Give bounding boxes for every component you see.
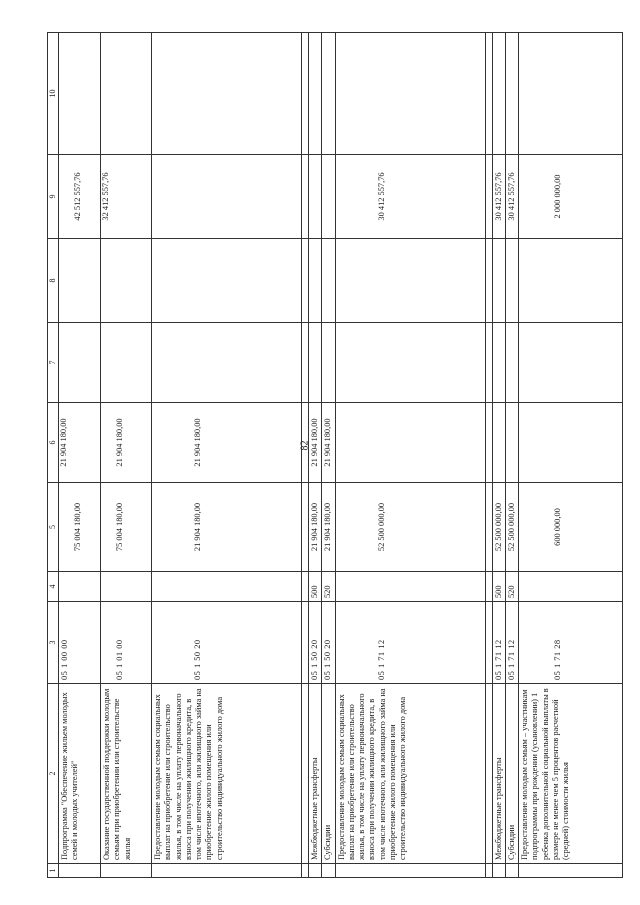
column-header: 8 bbox=[48, 239, 59, 323]
cell-amount bbox=[335, 239, 485, 323]
spacer-row bbox=[485, 33, 492, 878]
budget-table-rotated bbox=[47, 33, 605, 878]
column-header: 4 bbox=[48, 572, 59, 602]
cell-name: Субсидии bbox=[505, 684, 518, 864]
cell-amount bbox=[505, 403, 518, 483]
cell-amount bbox=[309, 33, 322, 155]
cell-amount bbox=[505, 239, 518, 323]
cell-amount bbox=[59, 33, 101, 155]
column-header: 7 bbox=[48, 323, 59, 403]
cell-amount: 52 500 000,00 bbox=[335, 483, 485, 572]
cell-code: 05 1 71 12 bbox=[335, 602, 485, 684]
column-header: 10 bbox=[48, 33, 59, 155]
cell-amount bbox=[492, 33, 505, 155]
table-row bbox=[152, 33, 302, 878]
table-row bbox=[309, 33, 322, 878]
cell-amount: 21 904 180,00 bbox=[322, 483, 335, 572]
cell-amount bbox=[101, 323, 152, 403]
cell-amount bbox=[101, 33, 152, 155]
table-row bbox=[492, 33, 505, 878]
cell-amount bbox=[335, 33, 485, 155]
cell-type: 520 bbox=[322, 572, 335, 602]
cell-num bbox=[519, 864, 623, 878]
cell-amount bbox=[492, 403, 505, 483]
cell-type: 500 bbox=[492, 572, 505, 602]
cell-amount bbox=[322, 155, 335, 239]
cell-amount bbox=[519, 239, 623, 323]
column-header: 2 bbox=[48, 684, 59, 864]
cell-code: 05 1 01 00 bbox=[101, 602, 152, 684]
cell-amount: 52 500 000,00 bbox=[505, 483, 518, 572]
cell-type bbox=[335, 572, 485, 602]
cell-amount bbox=[492, 323, 505, 403]
cell-name: Предоставление молодым семьям социальных выплат на приобретение или строительство жилья, в том числе на уплату первоначального взноса при получении жилищного кредита, в том числе ипотечного, или жилищного займа на приобретение жилого помещения или строительство индивидуального жилого дома bbox=[152, 684, 302, 864]
table-row bbox=[322, 33, 335, 878]
cell-name: Межбюджетные трансферты bbox=[492, 684, 505, 864]
column-header: 9 bbox=[48, 155, 59, 239]
cell-code: 05 1 00 00 bbox=[59, 602, 101, 684]
column-header: 1 bbox=[48, 864, 59, 878]
cell-num bbox=[152, 864, 302, 878]
cell-num bbox=[492, 864, 505, 878]
page-number: 82 bbox=[299, 440, 311, 451]
cell-amount bbox=[322, 239, 335, 323]
cell-amount: 21 904 180,00 bbox=[309, 403, 322, 483]
column-header: 5 bbox=[48, 483, 59, 572]
cell-amount: 75 004 180,00 bbox=[59, 483, 101, 572]
cell-amount bbox=[152, 33, 302, 155]
cell-code: 05 1 50 20 bbox=[309, 602, 322, 684]
cell-amount: 21 904 180,00 bbox=[322, 403, 335, 483]
cell-amount bbox=[505, 323, 518, 403]
cell-amount bbox=[322, 33, 335, 155]
cell-name: Предоставление молодым семьям – участникам подпрограммы при рождении (усыновлении) 1 ребенка дополнительной социальной выплаты в размере не менее чем 5 процентов расчетной (средней) стоимости жилья bbox=[519, 684, 623, 864]
cell-amount: 30 412 557,76 bbox=[335, 155, 485, 239]
cell-type bbox=[101, 572, 152, 602]
cell-amount: 42 512 557,76 bbox=[59, 155, 101, 239]
cell-num bbox=[309, 864, 322, 878]
cell-amount: 75 004 180,00 bbox=[101, 483, 152, 572]
cell-amount bbox=[322, 323, 335, 403]
cell-type: 500 bbox=[309, 572, 322, 602]
table-row bbox=[519, 33, 623, 878]
cell-amount bbox=[309, 155, 322, 239]
cell-name: Подпрограмма "Обеспечение жильем молодых семей и молодых учителей" bbox=[59, 684, 101, 864]
cell-amount bbox=[152, 323, 302, 403]
cell-amount: 30 412 557,76 bbox=[492, 155, 505, 239]
cell-amount: 21 904 180,00 bbox=[59, 403, 101, 483]
cell-amount: 2 000 000,00 bbox=[519, 155, 623, 239]
cell-amount: 32 412 557,76 bbox=[101, 155, 152, 239]
cell-amount bbox=[59, 323, 101, 403]
cell-amount bbox=[309, 239, 322, 323]
cell-type bbox=[152, 572, 302, 602]
cell-num bbox=[322, 864, 335, 878]
cell-amount bbox=[335, 323, 485, 403]
cell-amount bbox=[519, 403, 623, 483]
cell-num bbox=[59, 864, 101, 878]
cell-amount bbox=[335, 403, 485, 483]
cell-amount bbox=[519, 323, 623, 403]
cell-name: Межбюджетные трансферты bbox=[309, 684, 322, 864]
cell-amount bbox=[152, 155, 302, 239]
table-row bbox=[505, 33, 518, 878]
cell-num bbox=[505, 864, 518, 878]
budget-table bbox=[47, 32, 623, 878]
header-row bbox=[48, 33, 59, 878]
cell-amount: 600 000,00 bbox=[519, 483, 623, 572]
cell-amount: 21 904 180,00 bbox=[152, 483, 302, 572]
cell-amount: 21 904 180,00 bbox=[101, 403, 152, 483]
cell-amount: 21 904 180,00 bbox=[152, 403, 302, 483]
cell-amount bbox=[152, 239, 302, 323]
cell-type bbox=[519, 572, 623, 602]
cell-name: Предоставление молодым семьям социальных выплат на приобретение или строительство жилья, в том числе на уплату первоначального взноса при получении жилищного кредита, в том числе ипотечного, или жилищного займа на приобретение жилого помещения или строительство индивидуального жилого дома bbox=[335, 684, 485, 864]
cell-type bbox=[59, 572, 101, 602]
cell-amount bbox=[505, 33, 518, 155]
cell-amount: 21 904 180,00 bbox=[309, 483, 322, 572]
cell-num bbox=[101, 864, 152, 878]
cell-num bbox=[335, 864, 485, 878]
cell-code: 05 1 71 12 bbox=[505, 602, 518, 684]
cell-amount bbox=[492, 239, 505, 323]
cell-type: 520 bbox=[505, 572, 518, 602]
cell-amount bbox=[519, 33, 623, 155]
cell-amount bbox=[59, 239, 101, 323]
cell-amount: 52 500 000,00 bbox=[492, 483, 505, 572]
table-row bbox=[101, 33, 152, 878]
column-header: 3 bbox=[48, 602, 59, 684]
cell-name: Субсидии bbox=[322, 684, 335, 864]
column-header: 6 bbox=[48, 403, 59, 483]
table-row bbox=[59, 33, 101, 878]
cell-amount bbox=[101, 239, 152, 323]
cell-code: 05 1 71 28 bbox=[519, 602, 623, 684]
cell-code: 05 1 50 20 bbox=[322, 602, 335, 684]
cell-amount: 30 412 557,76 bbox=[505, 155, 518, 239]
cell-name: Оказание государственной поддержки молодым семьям при приобретении или строительстве жилья bbox=[101, 684, 152, 864]
cell-code: 05 1 50 20 bbox=[152, 602, 302, 684]
cell-code: 05 1 71 12 bbox=[492, 602, 505, 684]
cell-amount bbox=[309, 323, 322, 403]
spacer-row bbox=[302, 33, 309, 878]
table-row bbox=[335, 33, 485, 878]
